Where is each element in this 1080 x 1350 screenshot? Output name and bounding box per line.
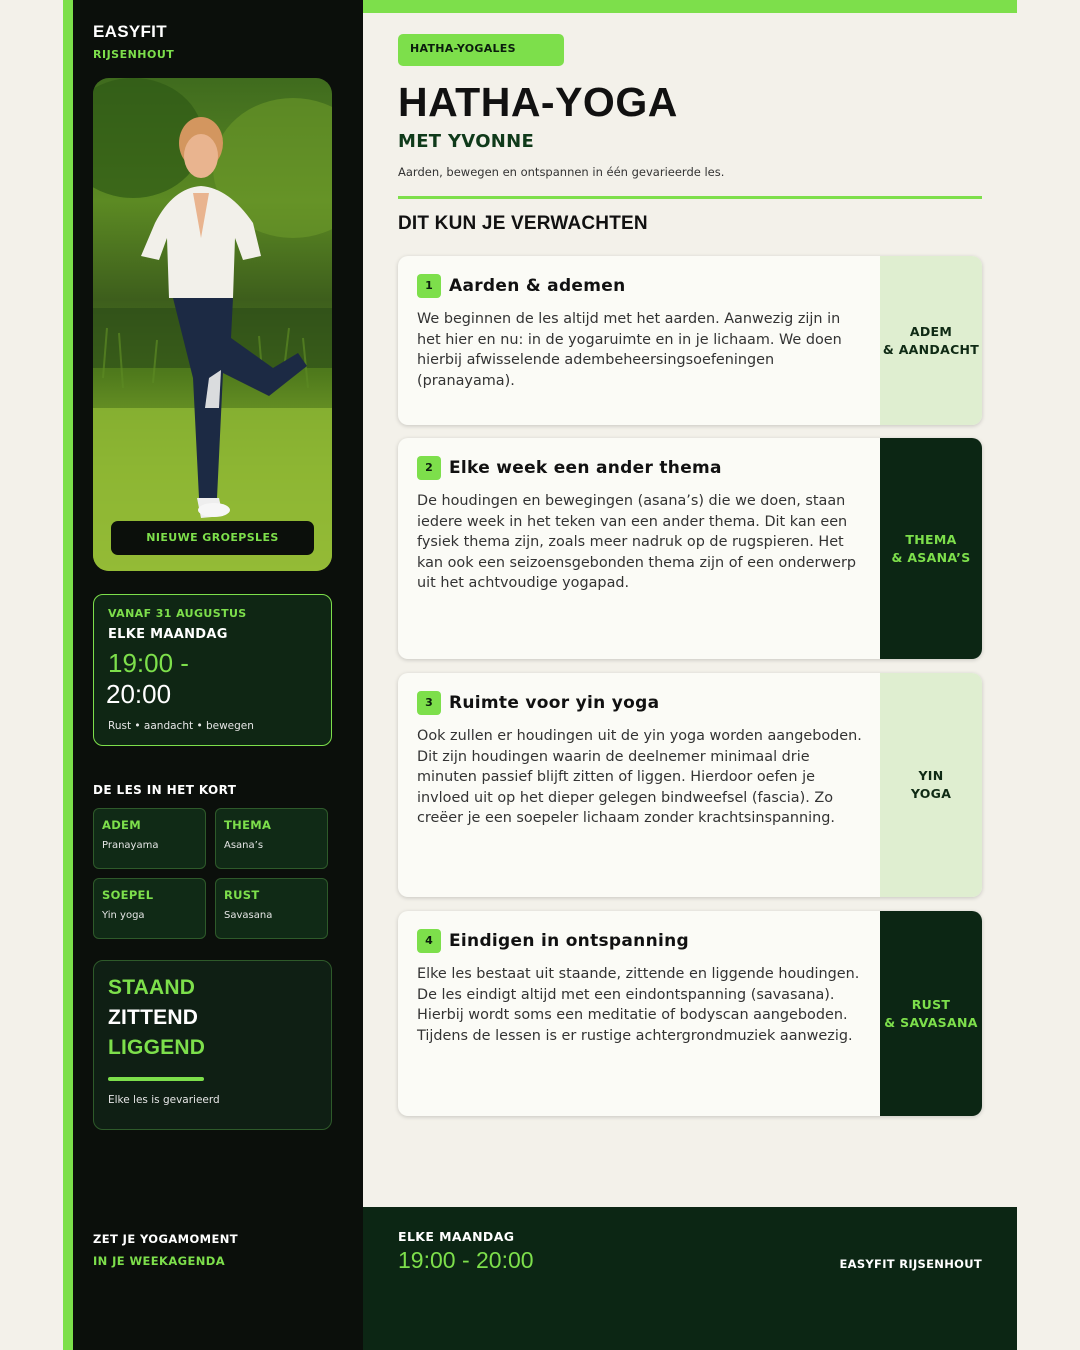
brand-location: RIJSENHOUT xyxy=(93,48,175,61)
cta-line-1: ZET JE YOGAMOMENT xyxy=(93,1232,239,1246)
summary-tile-title: ADEM xyxy=(102,818,141,832)
end-time: 20:00 xyxy=(106,679,172,709)
item-number: 3 xyxy=(417,691,441,715)
summary-tile-rust xyxy=(215,878,328,939)
side-label-line-1: ADEM xyxy=(909,323,953,339)
side-label-line-1: YIN xyxy=(918,768,944,783)
item-text: Ook zullen er houdingen uit de yin yoga worden aangeboden. Dit zijn houdingen waarin de deelnemer minimaal drie minuten passief blijft zitten of liggen. Hierdoor oefen je invloed uit op het dieper gelegen bindweefsel (fascia). Zo creëer je een soepeler lichaam zonder krachtsinspanning. xyxy=(417,728,862,826)
item-title: Elke week een ander thema xyxy=(449,458,722,478)
sidebar xyxy=(73,0,363,1350)
brand xyxy=(93,22,174,61)
item-side-label xyxy=(880,673,982,897)
summary-tile-title: THEMA xyxy=(224,818,272,832)
summary-title: DE LES IN HET KORT xyxy=(93,783,237,797)
summary-tile-sub: Savasana xyxy=(224,910,273,921)
positions-divider xyxy=(108,1077,204,1081)
footer xyxy=(363,1207,1017,1350)
schedule-tags: Rust • aandacht • bewegen xyxy=(108,720,254,732)
item-text: We beginnen de les altijd met het aarden. Aanwezig zijn in het hier en nu: in de yogaruimte en in je lichaam. We doen hierbij afwisselende adembeheersingsoefeningen (pranayama). xyxy=(417,311,842,389)
category-tag: HATHA-YOGALES xyxy=(398,34,564,66)
page-title: HATHA-YOGA xyxy=(398,79,678,125)
top-accent-bar xyxy=(363,0,1017,13)
side-label-line-2: & SAVASANA xyxy=(884,1014,978,1030)
summary-tile-thema xyxy=(215,808,328,869)
footer-time: 19:00 - 20:00 xyxy=(398,1247,534,1273)
poster xyxy=(63,0,1017,1350)
brand-name: EASYFIT xyxy=(93,22,167,41)
expect-item-1 xyxy=(398,256,982,425)
start-time: 19:00 - xyxy=(108,648,189,678)
main-content xyxy=(363,0,1017,1350)
item-text: Elke les bestaat uit staande, zittende en liggende houdingen. De les eindigt altijd met een eindontspanning (savasana). Hierbij wordt soms een meditatie of bodyscan aangeboden. Tijdens de lessen is er rustige achtergrondmuziek aanwezig. xyxy=(417,966,860,1044)
side-label-line-1: THEMA xyxy=(905,531,957,547)
item-title: Eindigen in ontspanning xyxy=(449,931,689,951)
section-divider xyxy=(398,196,982,199)
expect-item-content xyxy=(398,438,880,659)
item-side-label xyxy=(880,256,982,425)
lead-text: Aarden, bewegen en ontspannen in één gevarieerde les. xyxy=(398,165,725,179)
item-title: Aarden & ademen xyxy=(449,276,626,296)
positions-note: Elke les is gevarieerd xyxy=(108,1094,220,1106)
schedule-card xyxy=(93,594,332,746)
summary-tile-title: SOEPEL xyxy=(102,888,154,902)
instructor-photo xyxy=(93,78,332,571)
side-label-line-2: & AANDACHT xyxy=(882,341,980,357)
item-number: 2 xyxy=(417,456,441,480)
summary-tile-sub: Pranayama xyxy=(102,840,159,851)
item-side-label xyxy=(880,911,982,1116)
item-side-label xyxy=(880,438,982,659)
summary-tile-adem xyxy=(93,808,206,869)
expect-item-content xyxy=(398,256,880,425)
item-title: Ruimte voor yin yoga xyxy=(449,693,660,713)
expect-item-content xyxy=(398,673,880,897)
side-label-line-2: & ASANA’S xyxy=(891,549,971,565)
section-title: DIT KUN JE VERWACHTEN xyxy=(398,213,648,234)
position-standing: STAAND xyxy=(108,976,196,999)
item-number: 4 xyxy=(417,929,441,953)
footer-organization: EASYFIT RIJSENHOUT xyxy=(839,1257,982,1271)
item-number: 1 xyxy=(417,274,441,298)
instructor-subtitle: MET YVONNE xyxy=(398,131,535,152)
expect-item-content xyxy=(398,911,880,1116)
summary-tile-title: RUST xyxy=(224,888,260,902)
call-to-action xyxy=(93,1232,238,1268)
start-date: VANAF 31 AUGUSTUS xyxy=(108,607,247,620)
position-lying: LIGGEND xyxy=(108,1036,206,1059)
weekday: ELKE MAANDAG xyxy=(108,627,228,642)
summary-tile-soepel xyxy=(93,878,206,939)
summary-tile-sub: Yin yoga xyxy=(102,910,145,921)
summary-tile-sub: Asana’s xyxy=(224,840,264,851)
accent-stripe xyxy=(63,0,73,1350)
expect-item-3 xyxy=(398,673,982,897)
new-class-badge: NIEUWE GROEPSLES xyxy=(111,521,314,555)
positions-card xyxy=(93,960,332,1130)
cta-line-2: IN JE WEEKAGENDA xyxy=(93,1254,226,1268)
expect-item-4 xyxy=(398,911,982,1116)
yoga-tree-pose-illustration xyxy=(93,78,332,571)
side-label-line-1: RUST xyxy=(911,996,951,1012)
position-sitting: ZITTEND xyxy=(108,1006,199,1029)
expect-item-2 xyxy=(398,438,982,659)
item-text: De houdingen en bewegingen (asana’s) die we doen, staan iedere week in het teken van een ander thema. Dit kan een fysiek thema zijn, zoals meer nadruk op de rugspieren. Het kan ook een seizoensgebonden thema zijn of een onderwerp uit het achtvoudige yogapad. xyxy=(417,493,857,591)
footer-day: ELKE MAANDAG xyxy=(398,1229,515,1244)
side-label-line-2: YOGA xyxy=(910,786,952,801)
